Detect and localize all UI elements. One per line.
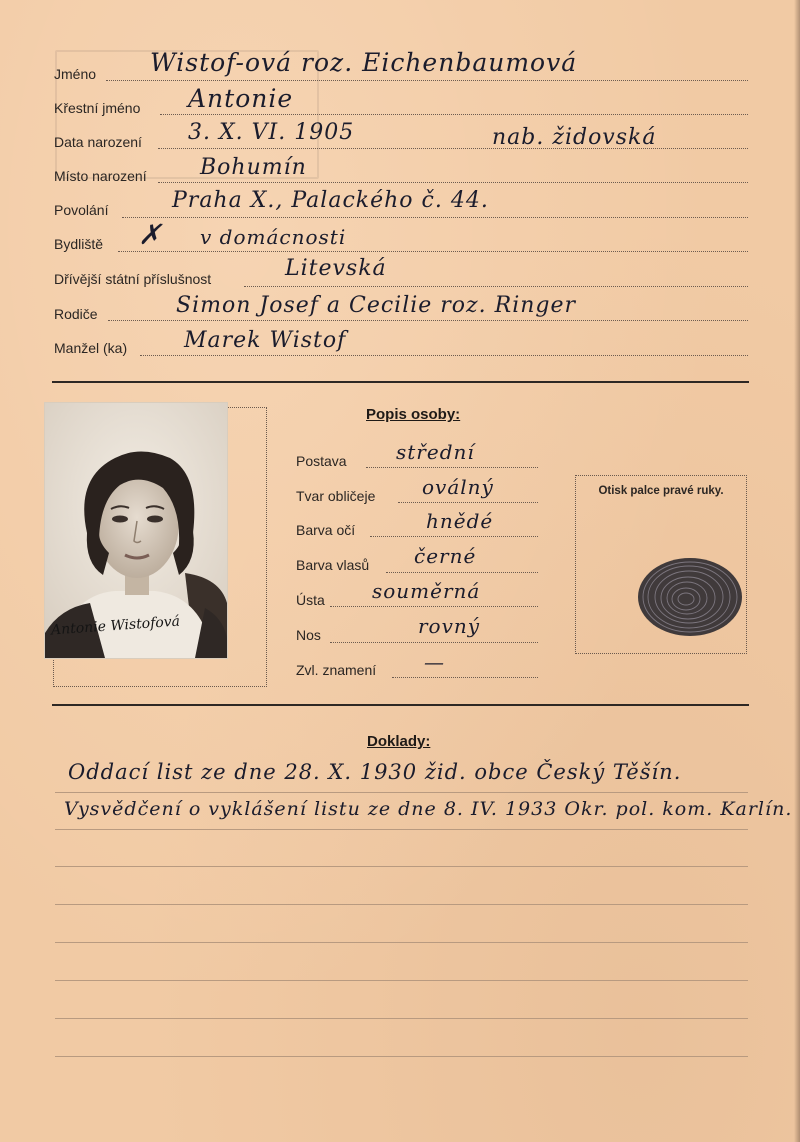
label-data-narozeni: Data narození bbox=[54, 134, 142, 150]
value-krestni-jmeno: Antonie bbox=[188, 84, 294, 113]
portrait-photo bbox=[45, 403, 227, 658]
value-postava: střední bbox=[396, 440, 475, 464]
doklady-line-4 bbox=[55, 904, 748, 905]
label-manzel: Manžel (ka) bbox=[54, 340, 128, 356]
cross-mark: ✗ bbox=[138, 218, 163, 251]
value-bydliste: v domácnosti bbox=[200, 225, 347, 249]
line-drivejsi bbox=[244, 286, 748, 287]
thumbprint-label: Otisk palce pravé ruky. bbox=[598, 485, 724, 497]
section-divider-top bbox=[52, 381, 749, 383]
value-nos: rovný bbox=[418, 614, 481, 638]
label-krestni-jmeno: Křestní jméno bbox=[54, 100, 141, 116]
label-misto-narozeni: Místo narození bbox=[54, 168, 147, 184]
value-manzel: Marek Wistof bbox=[184, 328, 347, 353]
value-tvar-obliceje: oválný bbox=[422, 475, 494, 499]
doklady-line-1 bbox=[55, 792, 748, 793]
value-rodice: Simon Josef a Cecilie roz. Ringer bbox=[176, 293, 577, 318]
label-povolani: Povolání bbox=[54, 202, 109, 218]
line-data-narozeni bbox=[158, 148, 748, 149]
thumbprint-box bbox=[575, 475, 747, 654]
value-zvl-znameni: — bbox=[424, 650, 445, 674]
line-zvl-znameni bbox=[392, 677, 538, 678]
line-usta bbox=[330, 606, 538, 607]
label-barva-vlasu: Barva vlasů bbox=[296, 557, 370, 573]
value-usta: souměrná bbox=[372, 579, 481, 603]
value-barva-vlasu: černé bbox=[414, 544, 477, 568]
line-krestni-jmeno bbox=[160, 114, 748, 115]
value-misto-narozeni: Bohumín bbox=[200, 155, 307, 180]
line-nos bbox=[330, 642, 538, 643]
line-jmeno bbox=[106, 80, 748, 81]
value-jmeno: Wistof-ová roz. Eichenbaumová bbox=[150, 48, 578, 77]
value-barva-oci: hnědé bbox=[426, 509, 494, 533]
value-data-narozeni: 3. X. VI. 1905 bbox=[188, 120, 355, 145]
doklady-line-7 bbox=[55, 1018, 748, 1019]
label-zvl-znameni: Zvl. znamení bbox=[296, 662, 377, 678]
label-postava: Postava bbox=[296, 453, 347, 469]
label-tvar-obliceje: Tvar obličeje bbox=[296, 488, 376, 504]
value-povolani: Praha X., Palackého č. 44. bbox=[172, 188, 489, 213]
label-drivejsi: Dřívější státní příslušnost bbox=[54, 271, 212, 287]
label-nos: Nos bbox=[296, 627, 321, 643]
paper-edge bbox=[794, 0, 800, 1142]
popis-heading: Popis osoby: bbox=[366, 406, 461, 423]
doklady-line-3 bbox=[55, 866, 748, 867]
doklady-entry-1: Oddací list ze dne 28. X. 1930 žid. obce Český Těšín. bbox=[68, 760, 682, 784]
section-divider-mid bbox=[52, 704, 749, 706]
doklady-line-2 bbox=[55, 829, 748, 830]
line-povolani bbox=[122, 217, 748, 218]
doklady-heading: Doklady: bbox=[367, 733, 431, 750]
label-bydliste: Bydliště bbox=[54, 236, 104, 252]
line-postava bbox=[366, 467, 538, 468]
line-barva-vlasu bbox=[386, 572, 538, 573]
line-rodice bbox=[108, 320, 748, 321]
doklady-line-5 bbox=[55, 942, 748, 943]
line-misto-narozeni bbox=[158, 182, 748, 183]
doklady-line-6 bbox=[55, 980, 748, 981]
line-bydliste bbox=[118, 251, 748, 252]
label-rodice: Rodiče bbox=[54, 306, 98, 322]
doklady-line-8 bbox=[55, 1056, 748, 1057]
line-manzel bbox=[140, 355, 748, 356]
line-barva-oci bbox=[370, 536, 538, 537]
value-drivejsi: Litevská bbox=[285, 256, 387, 281]
doklady-entry-2: Vysvědčení o vyklášení listu ze dne 8. IV. 1933 Okr. pol. kom. Karlín. bbox=[64, 798, 793, 820]
label-jmeno: Jméno bbox=[54, 66, 97, 82]
value-nabozenstvi: nab. židovská bbox=[492, 125, 657, 150]
label-usta: Ústa bbox=[296, 592, 325, 608]
thumbprint-icon bbox=[634, 554, 746, 640]
line-tvar-obliceje bbox=[398, 502, 538, 503]
photo-signature: Antonie Wistofová bbox=[50, 613, 181, 639]
label-barva-oci: Barva očí bbox=[296, 522, 356, 538]
